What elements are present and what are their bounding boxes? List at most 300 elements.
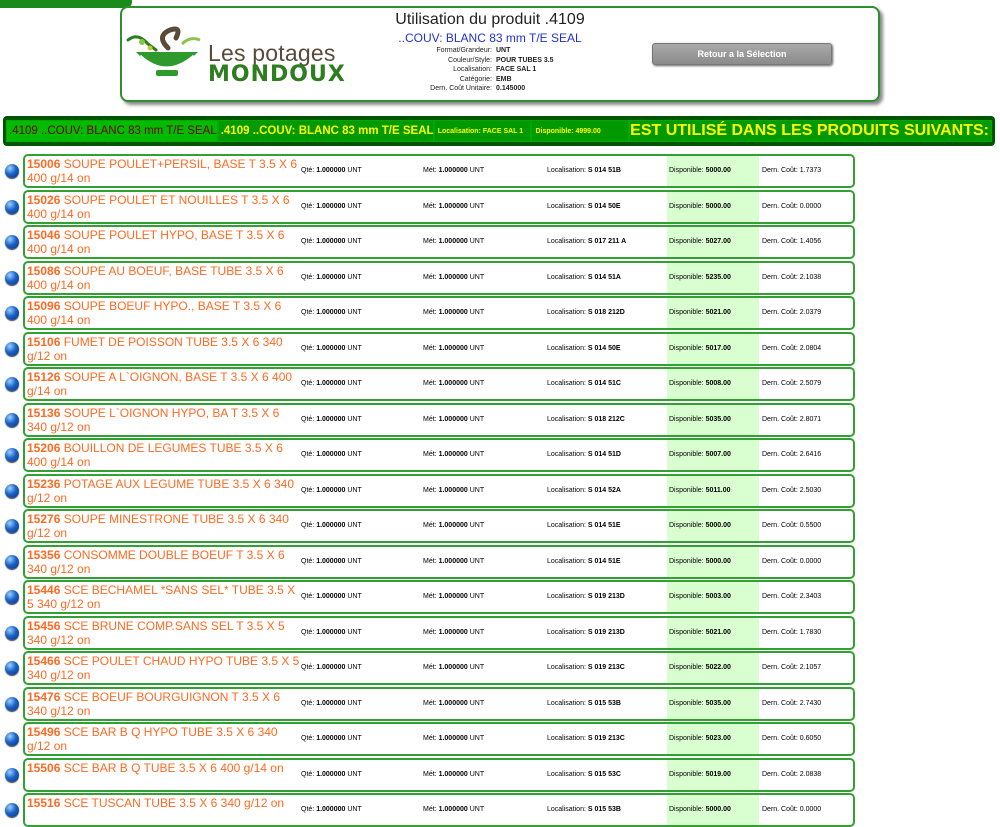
cout-label: Dern. Coût: xyxy=(762,238,798,245)
product-description: SOUPE POULET+PERSIL, BASE T 3.5 X 6 400 g/14 on xyxy=(27,157,298,185)
product-row-card[interactable] xyxy=(23,154,855,188)
qte-label: Qté: xyxy=(301,238,315,245)
location-value: S 014 50E xyxy=(587,345,621,352)
product-name[interactable] xyxy=(27,193,301,221)
unit-label: UNT xyxy=(469,771,485,778)
met-field xyxy=(423,689,484,719)
cout-value: 2.0379 xyxy=(799,309,822,316)
disponible-field xyxy=(667,760,759,790)
met-label: Mét: xyxy=(423,451,437,458)
spec-row xyxy=(354,84,594,94)
location-label: Localisation: xyxy=(547,522,586,529)
unit-label: UNT xyxy=(469,309,485,316)
met-label: Mét: xyxy=(423,203,437,210)
product-row-card[interactable] xyxy=(23,438,855,472)
cout-value: 2.1038 xyxy=(799,274,822,281)
location-field xyxy=(547,689,621,719)
disponible-label: Disponible: xyxy=(669,167,704,174)
product-row-card[interactable] xyxy=(23,758,855,792)
location-value: S 014 51D xyxy=(587,451,621,458)
product-description: SCE BECHAMEL *SANS SEL* TUBE 3.5 X 5 340 g/12 on xyxy=(27,583,296,611)
disponible-field xyxy=(667,795,759,825)
cout-field xyxy=(762,192,821,222)
location-field xyxy=(547,653,625,683)
unit-label: UNT xyxy=(347,664,362,671)
product-code: 15206 xyxy=(27,441,61,455)
qte-field xyxy=(301,547,362,577)
location-label: Localisation: xyxy=(547,203,586,210)
qte-value: 1.000000 xyxy=(316,700,346,707)
cout-value: 2.1057 xyxy=(799,664,822,671)
product-description: SOUPE POULET ET NOUILLES T 3.5 X 6 400 g/14 on xyxy=(27,193,290,221)
met-label: Mét: xyxy=(423,487,437,494)
qte-value: 1.000000 xyxy=(316,664,346,671)
product-row-card[interactable] xyxy=(23,651,855,685)
select-product-icon[interactable] xyxy=(5,200,19,214)
product-row-card[interactable] xyxy=(23,616,855,650)
disponible-label: Disponible: xyxy=(669,487,704,494)
unit-label: UNT xyxy=(347,806,362,813)
disponible-value: 5000.00 xyxy=(705,167,731,174)
product-row-card[interactable] xyxy=(23,225,855,259)
cout-label: Dern. Coût: xyxy=(762,664,798,671)
product-description: CONSOMME DOUBLE BOEUF T 3.5 X 6 340 g/12 on xyxy=(27,548,285,576)
list-item xyxy=(0,758,1000,790)
qte-value: 1.000000 xyxy=(316,238,346,245)
qte-label: Qté: xyxy=(301,380,315,387)
qte-value: 1.000000 xyxy=(316,203,346,210)
cout-label: Dern. Coût: xyxy=(762,167,798,174)
met-label: Mét: xyxy=(423,558,437,565)
disponible-value: 5035.00 xyxy=(705,700,731,707)
location-label: Localisation: xyxy=(547,238,586,245)
product-code: 15466 xyxy=(27,654,61,668)
product-row-card[interactable] xyxy=(23,545,855,579)
list-item xyxy=(0,367,1000,399)
disponible-value: 5003.00 xyxy=(705,593,731,600)
disponible-field xyxy=(667,369,759,399)
met-label: Mét: xyxy=(423,345,437,352)
disponible-value: 5008.00 xyxy=(705,380,731,387)
met-field xyxy=(423,334,484,364)
disponible-value: 5000.00 xyxy=(705,558,731,565)
unit-label: UNT xyxy=(469,451,485,458)
location-field xyxy=(547,618,625,648)
met-label: Mét: xyxy=(423,806,437,813)
disponible-field xyxy=(667,405,759,435)
qte-label: Qté: xyxy=(301,735,315,742)
qte-field xyxy=(301,582,362,612)
cout-label: Dern. Coût: xyxy=(762,380,798,387)
qte-field xyxy=(301,192,362,222)
met-field xyxy=(423,227,484,257)
disponible-field xyxy=(667,192,759,222)
product-code: 15496 xyxy=(27,725,61,739)
disponible-field xyxy=(667,298,759,328)
product-row-card[interactable] xyxy=(23,403,855,437)
product-description: SCE POULET CHAUD HYPO TUBE 3.5 X 5 340 g/12 on xyxy=(27,654,300,682)
product-row-card[interactable] xyxy=(23,580,855,614)
disponible-value: 5019.00 xyxy=(705,771,731,778)
disponible-value: 5007.00 xyxy=(705,451,731,458)
select-product-icon[interactable] xyxy=(5,271,19,285)
cout-label: Dern. Coût: xyxy=(762,593,798,600)
select-product-icon[interactable] xyxy=(5,235,19,249)
product-row-card[interactable] xyxy=(23,474,855,508)
disponible-label: Disponible: xyxy=(669,522,704,529)
unit-label: UNT xyxy=(347,593,362,600)
location-label: Localisation: xyxy=(547,629,586,636)
unit-label: UNT xyxy=(469,735,485,742)
location-value: S 018 212C xyxy=(587,416,625,423)
disponible-field xyxy=(667,156,759,186)
select-product-icon[interactable] xyxy=(5,626,19,640)
qte-field xyxy=(301,760,362,790)
met-field xyxy=(423,760,484,790)
product-label-red: .4109 ..COUV: BLANC 83 mm T/E SEAL xyxy=(6,120,218,142)
location-field xyxy=(547,582,625,612)
list-item xyxy=(0,793,1000,825)
disponible-value: 5017.00 xyxy=(705,345,731,352)
cout-field xyxy=(762,760,821,790)
location-field xyxy=(547,263,621,293)
product-name[interactable] xyxy=(27,548,301,576)
cout-label: Dern. Coût: xyxy=(762,451,798,458)
list-item xyxy=(0,190,1000,222)
product-name[interactable] xyxy=(27,690,301,718)
select-product-icon[interactable] xyxy=(5,164,19,178)
spec-value: POUR TUBES 3.5 xyxy=(496,56,554,64)
product-header xyxy=(120,6,880,102)
disponible-field xyxy=(667,618,759,648)
logo-text-bottom: MONDOUX xyxy=(208,62,346,87)
unit-label: UNT xyxy=(347,451,362,458)
select-product-icon[interactable] xyxy=(5,803,19,817)
cout-field xyxy=(762,156,821,186)
select-product-icon[interactable] xyxy=(5,661,19,675)
product-row-card[interactable] xyxy=(23,296,855,330)
product-name[interactable] xyxy=(27,796,301,810)
location-value: S 019 213D xyxy=(587,629,625,636)
cout-value: 2.5079 xyxy=(799,380,822,387)
product-location: Localisation: FACE SAL 1 xyxy=(434,120,532,142)
unit-label: UNT xyxy=(347,345,362,352)
cout-field xyxy=(762,547,821,577)
cout-value: 2.0838 xyxy=(799,771,822,778)
disponible-value: 5011.00 xyxy=(705,487,731,494)
location-value: S 014 50E xyxy=(587,203,621,210)
met-value: 1.000000 xyxy=(438,806,468,813)
select-product-icon[interactable] xyxy=(5,306,19,320)
list-item xyxy=(0,545,1000,577)
unit-label: UNT xyxy=(347,167,362,174)
product-name[interactable] xyxy=(27,441,301,469)
disponible-label: Disponible: xyxy=(669,593,704,600)
product-specs xyxy=(354,46,594,94)
select-product-icon[interactable] xyxy=(5,768,19,782)
qte-label: Qté: xyxy=(301,203,315,210)
location-field xyxy=(547,227,626,257)
spec-value: UNT xyxy=(496,47,511,54)
cout-value: 2.3403 xyxy=(799,593,822,600)
product-row-card[interactable] xyxy=(23,509,855,543)
product-name[interactable] xyxy=(27,157,301,185)
met-label: Mét: xyxy=(423,167,437,174)
disponible-field xyxy=(667,582,759,612)
met-label: Mét: xyxy=(423,522,437,529)
unit-label: UNT xyxy=(347,522,362,529)
product-name[interactable] xyxy=(27,725,301,753)
list-item xyxy=(0,154,1000,186)
met-value: 1.000000 xyxy=(438,309,468,316)
location-label: Localisation: xyxy=(547,167,586,174)
disponible-value: 5021.00 xyxy=(705,629,731,636)
product-row-card[interactable] xyxy=(23,793,855,827)
qte-field xyxy=(301,795,362,825)
met-value: 1.000000 xyxy=(438,451,468,458)
list-item xyxy=(0,474,1000,506)
qte-value: 1.000000 xyxy=(316,345,346,352)
unit-label: UNT xyxy=(469,380,485,387)
met-field xyxy=(423,156,484,186)
spec-row xyxy=(354,46,594,56)
unit-label: UNT xyxy=(347,203,362,210)
location-label: Localisation: xyxy=(547,487,586,494)
met-value: 1.000000 xyxy=(438,593,468,600)
qte-label: Qté: xyxy=(301,345,315,352)
product-description: SCE BRUNE COMP.SANS SEL T 3.5 X 5 340 g/12 on xyxy=(27,619,285,647)
qte-value: 1.000000 xyxy=(316,806,346,813)
spec-label: Dern. Coût Unitaire: xyxy=(430,85,492,92)
unit-label: UNT xyxy=(347,238,362,245)
qte-field xyxy=(301,263,362,293)
location-label: Localisation: xyxy=(547,771,586,778)
product-row-card[interactable] xyxy=(23,190,855,224)
product-name[interactable] xyxy=(27,761,301,775)
location-value: S 018 212D xyxy=(587,309,625,316)
disponible-field xyxy=(667,476,759,506)
select-product-icon[interactable] xyxy=(5,590,19,604)
page-title: Utilisation du produit .4109 xyxy=(395,11,585,28)
location-label: Localisation: xyxy=(547,345,586,352)
disponible-field xyxy=(667,227,759,257)
qte-field xyxy=(301,653,362,683)
product-name[interactable] xyxy=(27,264,301,292)
location-value: S 015 53B xyxy=(587,700,621,707)
list-item xyxy=(0,722,1000,754)
qte-field xyxy=(301,369,362,399)
product-name[interactable] xyxy=(27,583,301,611)
cout-label: Dern. Coût: xyxy=(762,345,798,352)
location-field xyxy=(547,724,625,754)
back-to-selection-button[interactable]: Retour a la Sélection xyxy=(652,43,832,65)
product-description: BOUILLON DE LEGUMES TUBE 3.5 X 6 400 g/14 on xyxy=(27,441,283,469)
location-value: S 014 51C xyxy=(587,380,621,387)
disponible-value: 5023.00 xyxy=(705,735,731,742)
spec-row xyxy=(354,75,594,85)
met-label: Mét: xyxy=(423,238,437,245)
product-label-yellow: .4109 ..COUV: BLANC 83 mm T/E SEAL xyxy=(218,120,434,142)
cout-label: Dern. Coût: xyxy=(762,806,798,813)
location-field xyxy=(547,476,621,506)
location-value: S 019 213C xyxy=(587,735,625,742)
product-name[interactable] xyxy=(27,406,301,434)
select-product-icon[interactable] xyxy=(5,732,19,746)
product-name[interactable] xyxy=(27,299,301,327)
unit-label: UNT xyxy=(347,629,362,636)
qte-label: Qté: xyxy=(301,806,315,813)
qte-field xyxy=(301,405,362,435)
cout-field xyxy=(762,298,821,328)
location-field xyxy=(547,192,621,222)
list-item xyxy=(0,332,1000,364)
location-value: S 015 53B xyxy=(587,806,621,813)
disponible-label: Disponible: xyxy=(669,664,704,671)
spec-row xyxy=(354,65,594,75)
list-item xyxy=(0,296,1000,328)
location-field xyxy=(547,511,621,541)
cout-field xyxy=(762,440,821,470)
spec-label: Format/Grandeur: xyxy=(436,47,492,54)
product-disponible: Disponible: 4999.00 xyxy=(531,120,629,142)
qte-label: Qté: xyxy=(301,309,315,316)
met-value: 1.000000 xyxy=(438,700,468,707)
qte-value: 1.000000 xyxy=(316,558,346,565)
select-product-icon[interactable] xyxy=(5,448,19,462)
met-field xyxy=(423,369,484,399)
location-label: Localisation: xyxy=(547,416,586,423)
select-product-icon[interactable] xyxy=(5,342,19,356)
product-name[interactable] xyxy=(27,512,301,540)
cout-field xyxy=(762,476,821,506)
met-field xyxy=(423,440,484,470)
list-item xyxy=(0,616,1000,648)
met-label: Mét: xyxy=(423,664,437,671)
location-field xyxy=(547,298,625,328)
select-product-icon[interactable] xyxy=(5,377,19,391)
qte-label: Qté: xyxy=(301,700,315,707)
location-field xyxy=(547,334,621,364)
spec-label: Couleur/Style: xyxy=(448,56,492,64)
cout-field xyxy=(762,334,821,364)
product-name[interactable] xyxy=(27,477,301,505)
product-code: 15476 xyxy=(27,690,61,704)
qte-field xyxy=(301,334,362,364)
list-item xyxy=(0,438,1000,470)
product-row-card[interactable] xyxy=(23,261,855,295)
met-label: Mét: xyxy=(423,735,437,742)
qte-value: 1.000000 xyxy=(316,380,346,387)
location-label: Localisation: xyxy=(547,558,586,565)
qte-label: Qté: xyxy=(301,416,315,423)
unit-label: UNT xyxy=(347,700,362,707)
qte-field xyxy=(301,618,362,648)
spec-label: Catégorie: xyxy=(459,75,492,83)
select-product-icon[interactable] xyxy=(5,484,19,498)
qte-field xyxy=(301,724,362,754)
used-in-banner: EST UTILISÉ DANS LES PRODUITS SUIVANTS: xyxy=(629,120,992,142)
qte-label: Qté: xyxy=(301,487,315,494)
location-label: Localisation: xyxy=(547,593,586,600)
product-description: SOUPE POULET HYPO, BASE T 3.5 X 6 400 g/14 on xyxy=(27,228,285,256)
met-field xyxy=(423,653,484,683)
disponible-label: Disponible: xyxy=(669,700,704,707)
select-product-icon[interactable] xyxy=(5,555,19,569)
product-name[interactable] xyxy=(27,619,301,647)
unit-label: UNT xyxy=(347,735,362,742)
product-code: 15046 xyxy=(27,228,61,242)
cout-field xyxy=(762,582,821,612)
location-field xyxy=(547,547,621,577)
cout-label: Dern. Coût: xyxy=(762,203,798,210)
cout-value: 0.6050 xyxy=(799,735,822,742)
spec-value: EMB xyxy=(496,75,512,83)
page-subtitle: ..COUV: BLANC 83 mm T/E SEAL xyxy=(398,31,582,45)
qte-label: Qté: xyxy=(301,167,315,174)
qte-label: Qté: xyxy=(301,274,315,281)
cout-label: Dern. Coût: xyxy=(762,629,798,636)
unit-label: UNT xyxy=(469,558,485,565)
qte-value: 1.000000 xyxy=(316,274,346,281)
product-description: SOUPE A L`OIGNON, BASE T 3.5 X 6 400 g/14 on xyxy=(27,370,293,398)
disponible-value: 5021.00 xyxy=(705,309,731,316)
product-name[interactable] xyxy=(27,654,301,682)
cout-value: 2.0804 xyxy=(799,345,822,352)
product-name[interactable] xyxy=(27,335,301,363)
select-product-icon[interactable] xyxy=(5,519,19,533)
disponible-value: 5235.00 xyxy=(705,274,731,281)
met-label: Mét: xyxy=(423,380,437,387)
unit-label: UNT xyxy=(347,558,362,565)
location-label: Localisation: xyxy=(547,274,586,281)
spec-label: Localisation: xyxy=(453,66,492,73)
product-row-card[interactable] xyxy=(23,367,855,401)
list-item xyxy=(0,261,1000,293)
product-row-card[interactable] xyxy=(23,332,855,366)
unit-label: UNT xyxy=(347,771,362,778)
cout-label: Dern. Coût: xyxy=(762,416,798,423)
location-label: Localisation: xyxy=(547,380,586,387)
location-value: S 014 52A xyxy=(587,487,621,494)
met-field xyxy=(423,192,484,222)
location-field xyxy=(547,405,625,435)
met-label: Mét: xyxy=(423,629,437,636)
product-row-card[interactable] xyxy=(23,722,855,756)
qte-value: 1.000000 xyxy=(316,771,346,778)
select-product-icon[interactable] xyxy=(5,413,19,427)
product-row-card[interactable] xyxy=(23,687,855,721)
disponible-label: Disponible: xyxy=(669,274,704,281)
qte-field xyxy=(301,476,362,506)
logo-text-top: Les potages xyxy=(208,40,336,66)
product-description: SCE BAR B Q TUBE 3.5 X 6 400 g/14 on xyxy=(63,761,284,775)
product-name[interactable] xyxy=(27,228,301,256)
product-code: 15086 xyxy=(27,264,61,278)
product-description: SOUPE AU BOEUF, BASE TUBE 3.5 X 6 400 g/14 on xyxy=(27,264,284,292)
met-field xyxy=(423,582,484,612)
met-label: Mét: xyxy=(423,274,437,281)
unit-label: UNT xyxy=(347,380,362,387)
cout-value: 0.5500 xyxy=(799,522,822,529)
list-item xyxy=(0,403,1000,435)
met-field xyxy=(423,298,484,328)
location-label: Localisation: xyxy=(547,451,586,458)
product-name[interactable] xyxy=(27,370,301,398)
soup-bowl-icon xyxy=(126,22,206,82)
cout-label: Dern. Coût: xyxy=(762,700,798,707)
met-value: 1.000000 xyxy=(438,522,468,529)
select-product-icon[interactable] xyxy=(5,697,19,711)
